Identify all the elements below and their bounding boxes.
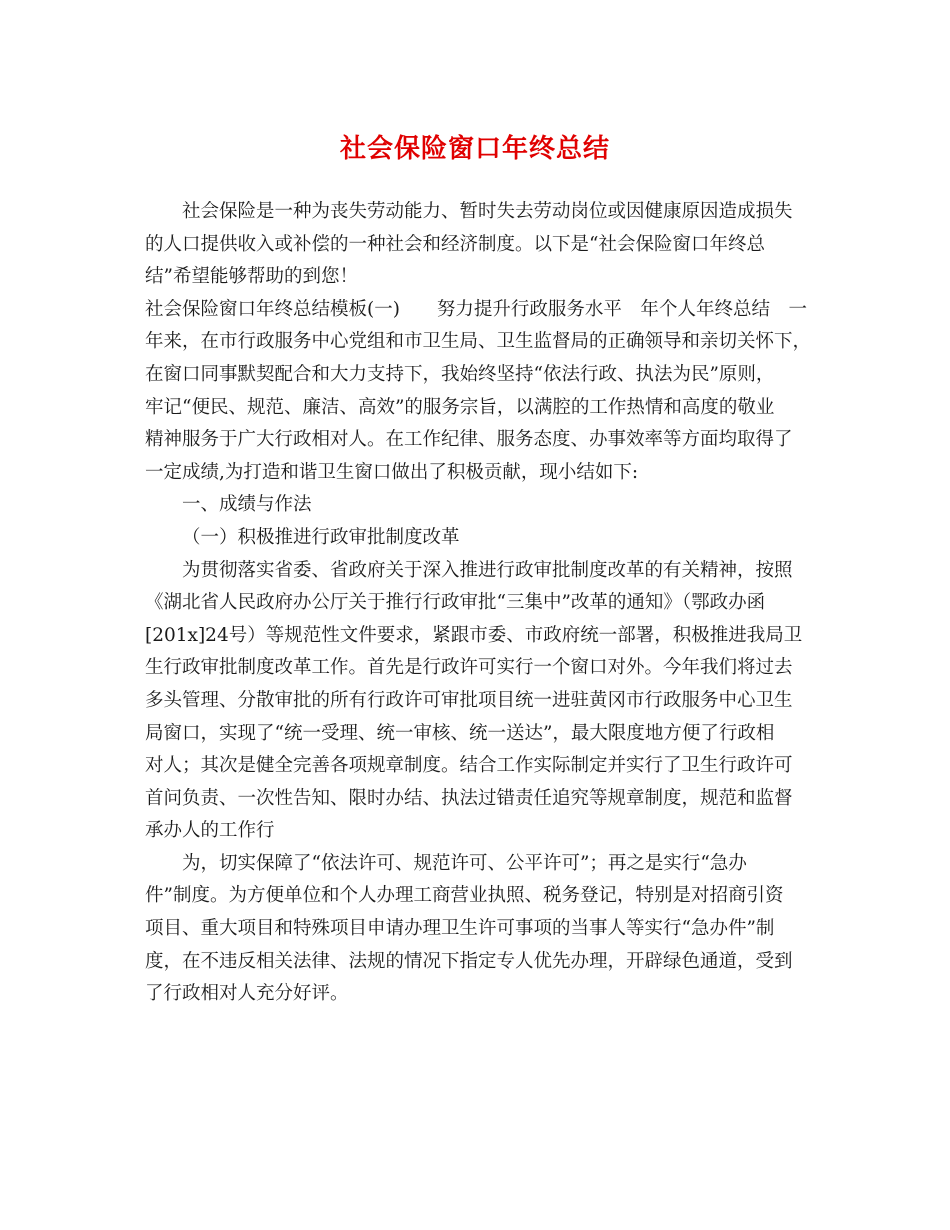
paragraph-line: 件”制度。为方便单位和个人办理工商营业执照、税务登记，特别是对招商引资 (145, 885, 784, 907)
paragraph-line: 在窗口同事默契配合和大力支持下，我始终坚持“依法行政、执法为民”原则， (145, 363, 775, 385)
paragraph-line: 为贯彻落实省委、省政府关于深入推进行政审批制度改革的有关精神，按照 (182, 559, 793, 581)
paragraph-line: 《湖北省人民政府办公厅关于推行行政审批“三集中”改革的通知》（鄂政办函 (145, 592, 766, 614)
paragraph-line: 一定成绩,为打造和谐卫生窗口做出了积极贡献，现小结如下: (145, 461, 639, 483)
paragraph-line: 为，切实保障了“依法许可、规范许可、公平许可”；再之是实行“急办 (182, 852, 747, 874)
document-title: 社会保险窗口年终总结 (339, 134, 610, 164)
paragraph-line: 对人；其次是健全完善各项规章制度。结合工作实际制定并实行了卫生行政许可 (145, 755, 793, 777)
subsection-heading: （一）积极推进行政审批制度改革 (182, 526, 460, 548)
paragraph-line: 社会保险是一种为丧失劳动能力、暂时失去劳动岗位或因健康原因造成损失 (182, 201, 793, 222)
paragraph-line: 社会保险窗口年终总结模板(一) 努力提升行政服务水平 年个人年终总结 一 (145, 298, 807, 320)
paragraph-line: 了行政相对人充分好评。 (145, 983, 349, 1005)
paragraph-line: 多头管理、分散审批的所有行政许可审批项目统一进驻黄冈市行政服务中心卫生 (145, 689, 793, 711)
document-body (145, 196, 815, 1011)
paragraph-line: 精神服务于广大行政相对人。在工作纪律、服务态度、办事效率等方面均取得了 (145, 429, 793, 451)
paragraph-line: 结”希望能够帮助的到您！ (145, 266, 358, 288)
paragraph-line: 项目、重大项目和特殊项目申请办理卫生许可事项的当事人等实行“急办件”制 (145, 918, 775, 940)
paragraph-line: 局窗口，实现了“统一受理、统一审核、统一送达”，最大限度地方便了行政相 (145, 722, 775, 744)
paragraph-line: 度，在不违反相关法律、法规的情况下指定专人优先办理，开辟绿色通道，受到 (145, 950, 793, 972)
paragraph-line: [201x]24号）等规范性文件要求，紧跟市委、市政府统一部署，积极推进我局卫 (145, 624, 803, 646)
paragraph-line: 首问负责、一次性告知、限时办结、执法过错责任追究等规章制度，规范和监督 (145, 787, 793, 809)
paragraph-line: 的人口提供收入或补偿的一种社会和经济制度。以下是“社会保险窗口年终总 (145, 233, 765, 255)
paragraph-line: 年来，在市行政服务中心党组和市卫生局、卫生监督局的正确领导和亲切关怀下， (145, 331, 812, 353)
paragraph-line: 生行政审批制度改革工作。首先是行政许可实行一个窗口对外。今年我们将过去 (145, 657, 793, 679)
section-heading: 一、成绩与作法 (182, 494, 312, 516)
paragraph-line: 承办人的工作行 (145, 820, 275, 842)
paragraph-line: 牢记“便民、规范、廉洁、高效”的服务宗旨，以满腔的工作热情和高度的敬业 (145, 396, 775, 418)
